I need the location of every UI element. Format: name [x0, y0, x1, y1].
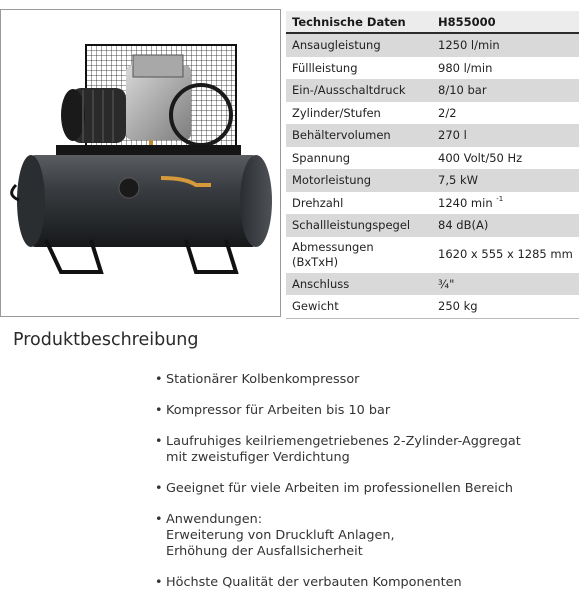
spec-row	[286, 273, 579, 296]
spec-header-value: H855000	[434, 11, 579, 33]
spec-label: Drehzahl	[292, 195, 344, 210]
spec-header-row	[286, 11, 579, 33]
feature-text: Kompressor für Arbeiten bis 10 bar	[166, 403, 391, 418]
spec-value: 250 kg	[434, 295, 579, 318]
motor	[61, 88, 126, 143]
compressor-illustration	[1, 10, 280, 316]
spec-label: Spannung	[292, 150, 351, 165]
rpm-value: 1240 min	[438, 195, 493, 210]
list-item	[155, 481, 521, 497]
spec-row	[286, 57, 579, 80]
spec-row	[286, 102, 579, 125]
spec-label: Anschluss	[286, 273, 434, 296]
spec-row	[286, 237, 579, 273]
spec-value: 980 l/min	[438, 60, 493, 75]
spec-value: 270 l	[434, 124, 579, 147]
spec-label	[286, 237, 434, 273]
spec-value: 1250 l/min	[434, 33, 579, 57]
spec-row	[286, 169, 579, 192]
spec-label-line: Abmessungen	[292, 239, 374, 254]
feature-text: Erweiterung von Druckluft Anlagen,	[166, 528, 395, 543]
spec-row	[286, 147, 579, 170]
air-tank	[17, 155, 272, 247]
spec-row	[286, 295, 579, 318]
spec-row	[286, 192, 579, 215]
spec-value: 84 dB(A)	[434, 214, 579, 237]
bullet-icon: •	[155, 434, 163, 449]
bullet-icon: •	[155, 372, 163, 387]
rpm-exponent: -1	[496, 194, 504, 203]
list-item	[155, 575, 521, 591]
description-title: Produktbeschreibung	[13, 330, 199, 350]
spec-value: 1620 x 555 x 1285 mm	[438, 247, 573, 261]
spec-value	[434, 192, 579, 215]
spec-value: 8/10 bar	[434, 79, 579, 102]
list-item	[155, 403, 521, 419]
bullet-icon: •	[155, 575, 163, 590]
spec-label: Motorleistung	[286, 169, 434, 192]
list-item	[155, 372, 521, 388]
spec-row	[286, 79, 579, 102]
spec-row	[286, 124, 579, 147]
bullet-icon: •	[155, 403, 163, 418]
list-item	[155, 434, 521, 466]
spec-value: 400 Volt/50 Hz	[438, 150, 523, 165]
spec-label: Zylinder/Stufen	[292, 105, 381, 120]
feature-text: Laufruhiges keilriemengetriebenes 2-Zylinder-Aggregat	[166, 434, 521, 449]
feature-text: Geeignet für viele Arbeiten im professionellen Bereich	[166, 481, 513, 496]
feature-text: Anwendungen:	[166, 512, 263, 527]
spec-label: Schallleistungspegel	[286, 214, 434, 237]
spec-table	[286, 11, 579, 319]
feature-text: mit zweistufiger Verdichtung	[166, 450, 350, 465]
feature-list	[155, 372, 521, 591]
spec-header-label: Technische Daten	[286, 11, 434, 33]
spec-row	[286, 214, 579, 237]
product-image	[0, 9, 281, 317]
feature-text: Höchste Qualität der verbauten Komponenten	[166, 575, 462, 590]
bullet-icon: •	[155, 481, 163, 496]
spec-label-line: (BxTxH)	[292, 254, 339, 269]
bullet-icon: •	[155, 512, 163, 527]
list-item	[155, 512, 521, 560]
mount-plate	[56, 145, 241, 155]
spec-value: 2/2	[438, 105, 457, 120]
spec-row	[286, 33, 579, 57]
spec-label: Gewicht	[286, 295, 434, 318]
spec-value: 7,5 kW	[434, 169, 579, 192]
spec-value: ¾"	[434, 273, 579, 296]
feature-text: Stationärer Kolbenkompressor	[166, 372, 360, 387]
spec-label: Füllleistung	[292, 60, 358, 75]
spec-label: Ein-/Ausschaltdruck	[286, 79, 434, 102]
spec-label: Ansaugleistung	[286, 33, 434, 57]
feature-text: Erhöhung der Ausfallsicherheit	[166, 544, 363, 559]
spec-label: Behältervolumen	[286, 124, 434, 147]
